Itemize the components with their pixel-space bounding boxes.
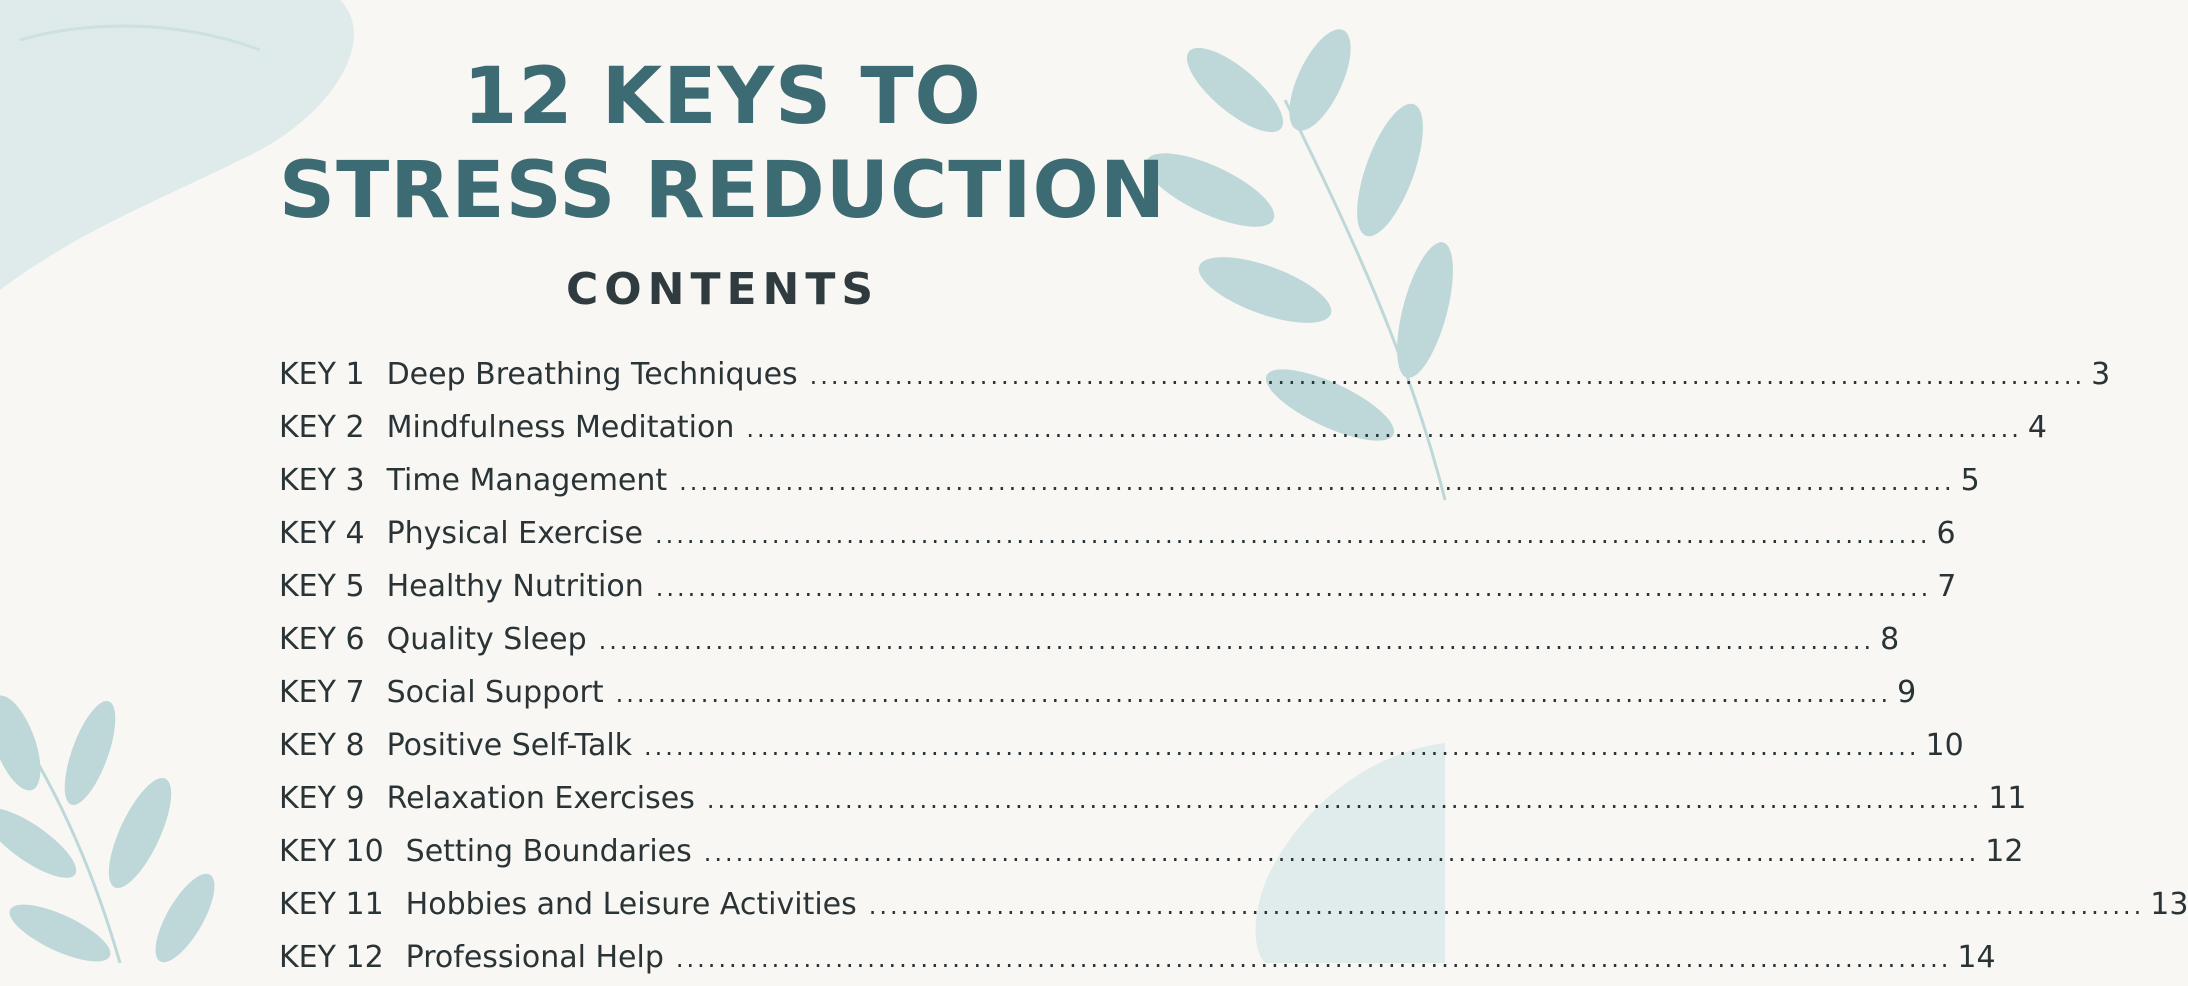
toc-entry[interactable] [279,507,1956,560]
toc-entry-page-number: 5 [1960,463,1980,498]
toc-entry-key: KEY 1 [279,357,365,392]
toc-dot-leader: ........................................................................................................................ [644,733,1920,761]
toc-entry-key: KEY 2 [279,410,365,445]
toc-dot-leader: ........................................................................................................................ [706,786,1983,814]
toc-entry-page-number: 9 [1897,675,1917,710]
toc-entry[interactable] [279,613,1900,666]
toc-entry[interactable] [279,348,2111,401]
toc-entry-title: Time Management [386,463,668,498]
toc-entry-page-number: 4 [2027,410,2047,445]
toc-entry-page-number: 8 [1880,622,1900,657]
toc-entry-title: Social Support [386,675,604,710]
toc-entry[interactable] [279,719,1964,772]
toc-entry[interactable] [279,772,2027,825]
toc-entry[interactable] [279,878,2188,931]
toc-entry-title: Mindfulness Meditation [386,410,735,445]
toc-entry-title: Hobbies and Leisure Activities [405,887,857,922]
toc-entry-page-number: 12 [1985,834,2024,869]
toc-entry-key: KEY 5 [279,569,365,604]
leaf-branch-bottom-left-icon [0,693,230,963]
table-of-contents [279,348,2188,984]
toc-entry-title: Positive Self-Talk [386,728,633,763]
toc-entry[interactable] [279,560,1957,613]
toc-entry-title: Deep Breathing Techniques [386,357,798,392]
toc-entry-title: Professional Help [405,940,664,975]
toc-entry-key: KEY 9 [279,781,365,816]
toc-dot-leader: ........................................................................................................................ [654,521,1931,549]
toc-dot-leader: ........................................................................................................................ [809,362,2086,390]
toc-entry-page-number: 13 [2150,887,2188,922]
toc-dot-leader: ........................................................................................................................ [675,945,1952,973]
toc-entry-key: KEY 12 [279,940,384,975]
toc-entry-page-number: 10 [1925,728,1964,763]
toc-dot-leader: ........................................................................................................................ [598,627,1875,655]
toc-entry-key: KEY 4 [279,516,365,551]
toc-dot-leader: ........................................................................................................................ [868,892,2145,920]
toc-entry-page-number: 6 [1936,516,1956,551]
toc-entry[interactable] [279,931,1996,984]
toc-entry[interactable] [279,825,2024,878]
toc-dot-leader: ........................................................................................................................ [679,468,1955,496]
toc-entry-title: Physical Exercise [386,516,643,551]
toc-entry-title: Quality Sleep [386,622,587,657]
toc-dot-leader: ........................................................................................................................ [746,415,2022,443]
toc-entry-title: Setting Boundaries [405,834,692,869]
toc-entry[interactable] [279,401,2047,454]
toc-entry-page-number: 7 [1937,569,1957,604]
toc-entry-key: KEY 11 [279,887,384,922]
toc-entry-key: KEY 6 [279,622,365,657]
toc-entry-key: KEY 3 [279,463,365,498]
toc-entry-key: KEY 10 [279,834,384,869]
toc-entry-key: KEY 8 [279,728,365,763]
title-line-1: 12 KEYS TO [463,52,982,142]
toc-entry-title: Relaxation Exercises [386,781,695,816]
toc-dot-leader: ........................................................................................................................ [615,680,1892,708]
page-title [0,50,1445,238]
toc-dot-leader: ........................................................................................................................ [655,574,1932,602]
toc-entry-page-number: 14 [1957,940,1996,975]
title-line-2: STRESS REDUCTION [278,146,1167,236]
toc-entry-page-number: 11 [1988,781,2027,816]
contents-heading: CONTENTS [565,264,880,315]
toc-entry[interactable] [279,666,1917,719]
toc-entry-title: Healthy Nutrition [386,569,644,604]
toc-entry-page-number: 3 [2091,357,2111,392]
toc-entry[interactable] [279,454,1980,507]
toc-dot-leader: ........................................................................................................................ [703,839,1980,867]
toc-entry-key: KEY 7 [279,675,365,710]
